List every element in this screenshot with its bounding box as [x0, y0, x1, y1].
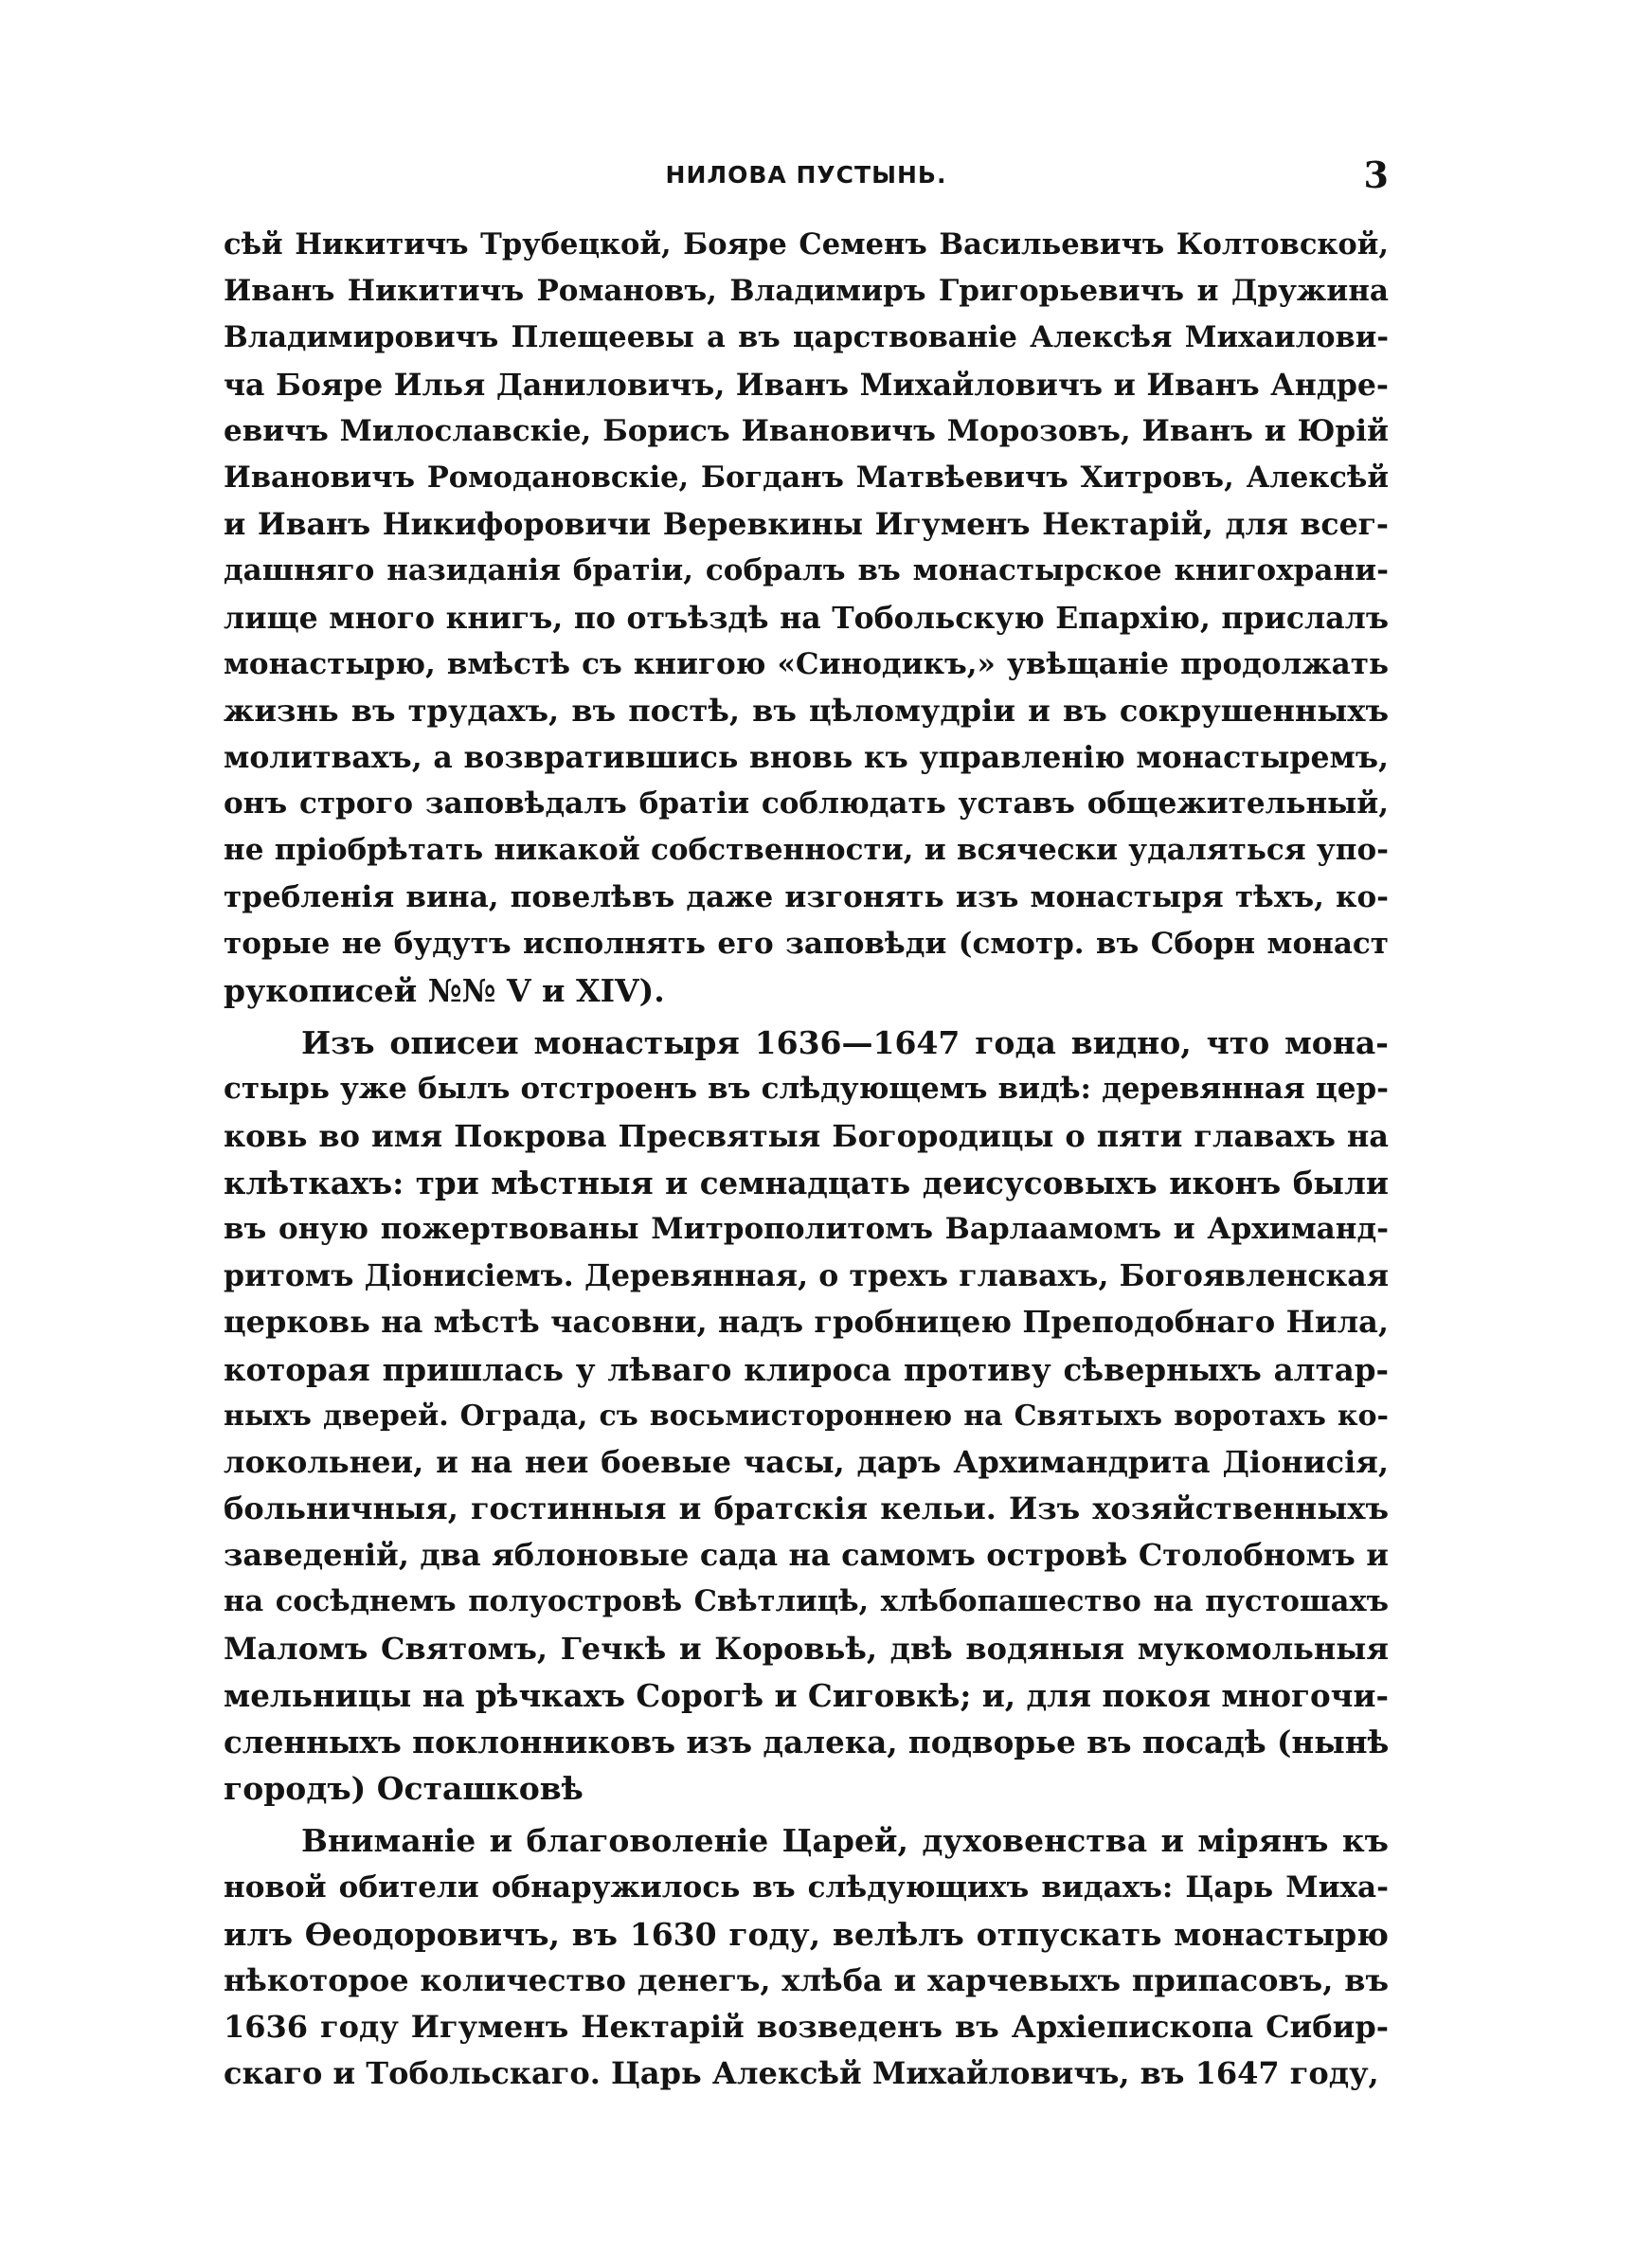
text-line: ковь во имя Покрова Пресвятыя Богородицы о пяти главахъ на: [224, 1117, 1389, 1154]
text-line: сѣй Никитичъ Трубецкой, Бояре Семенъ Васильевичъ Колтовской,: [224, 227, 1389, 262]
text-line: больничныя, гостинныя и братскія кельи. Изъ хозяйственныхъ: [224, 1490, 1389, 1527]
text-line: церковь на мѣстѣ часовни, надъ гробницею Преподобнаго Нила,: [224, 1304, 1389, 1341]
paragraph: [224, 222, 1389, 1014]
text-line: на сосѣднемъ полуостровѣ Свѣтлицѣ, хлѣбопашество на пустошахъ: [224, 1584, 1389, 1619]
text-line: требленія вина, повелѣвъ даже изгонять изъ монастыря тѣхъ, ко-: [224, 879, 1389, 914]
text-line: городъ) Осташковѣ: [224, 1770, 584, 1808]
text-line: жизнь въ трудахъ, въ постѣ, въ цѣломудріи и въ сокрушенныхъ: [224, 692, 1389, 729]
text-line: скаго и Тобольскаго. Царь Алексѣй Михайловичъ, въ 1647 году,: [224, 2055, 1379, 2092]
paragraph: [224, 1817, 1389, 2097]
text-line: сленныхъ поклонниковъ изъ далека, подворье въ посадѣ (нынѣ: [224, 1724, 1389, 1760]
text-line: Вниманіе и благоволеніе Царей, духовенства и мірянъ къ: [301, 1822, 1389, 1860]
text-line: Владимировичъ Плещеевы а въ царствованіе Алексѣя Михаилови-: [224, 320, 1389, 355]
text-line: Изъ описеи монастыря 1636—1647 года видно, что мона-: [301, 1024, 1389, 1062]
text-line: дашняго назиданія братіи, собралъ въ монастырское книгохрани-: [224, 553, 1389, 588]
text-line: илъ Өеодоровичъ, въ 1630 году, велѣлъ отпускать монастырю: [224, 1915, 1389, 1953]
running-title: НИЛОВА ПУСТЫНЬ.: [665, 161, 947, 189]
text-line: Ивановичъ Ромодановскіе, Богданъ Матвѣевичъ Хитровъ, Алексѣй: [224, 460, 1389, 495]
running-head: [224, 152, 1389, 199]
text-line: ча Бояре Илья Даниловичъ, Иванъ Михайловичъ и Иванъ Андре-: [224, 367, 1389, 403]
text-line: молитвахъ, а возвратившись вновь къ управленію монастыремъ,: [224, 740, 1389, 776]
text-line: ритомъ Діонисіемъ. Деревянная, о трехъ главахъ, Богоявленская: [224, 1258, 1389, 1294]
paragraph: [224, 1020, 1389, 1812]
text-line: мельницы на рѣчкахъ Сорогѣ и Сиговкѣ; и, для покоя многочи-: [224, 1676, 1389, 1714]
text-line: локольнеи, и на неи боевые часы, даръ Архимандрита Діонисія,: [224, 1443, 1389, 1480]
text-line: стырь уже былъ отстроенъ въ слѣдующемъ видѣ: деревянная цер-: [224, 1072, 1389, 1107]
text-line: ныхъ дверей. Ограда, съ восьмистороннею на Святыхъ воротахъ ко-: [224, 1399, 1389, 1433]
text-line: онъ строго заповѣдалъ братіи соблюдать уставъ общежительный,: [224, 786, 1389, 822]
body-text: [224, 222, 1389, 2104]
text-line: торые не будутъ исполнять его заповѣди (смотр. въ Сборн монаст: [224, 926, 1389, 961]
text-line: новой обители обнаружилось въ слѣдующихъ видахъ: Царь Миха-: [224, 1869, 1389, 1905]
text-line: не пріобрѣтать никакой собственности, и всячески удаляться упо-: [224, 833, 1389, 868]
page-number: 3: [1363, 153, 1389, 196]
text-line: нѣкоторое количество денегъ, хлѣба и харчевыхъ припасовъ, въ: [224, 1961, 1389, 1998]
text-line: Иванъ Никитичъ Романовъ, Владимиръ Григорьевичъ и Дружина: [224, 274, 1389, 309]
text-line: 1636 году Игуменъ Нектарій возведенъ въ Архіепископа Сибир-: [224, 2009, 1389, 2046]
text-line: заведеній, два яблоновые сада на самомъ островѣ Столобномъ и: [224, 1537, 1389, 1574]
text-line: которая пришлась у лѣваго клироса противу сѣверныхъ алтар-: [224, 1350, 1389, 1388]
text-line: лище много книгъ, по отъѣздѣ на Тобольскую Епархію, прислалъ: [224, 600, 1389, 636]
text-line: Маломъ Святомъ, Гечкѣ и Коровьѣ, двѣ водяныя мукомольныя: [224, 1630, 1389, 1667]
text-line: евичъ Милославскіе, Борисъ Ивановичъ Морозовъ, Иванъ и Юрій: [224, 413, 1389, 448]
text-line: монастырю, вмѣстѣ съ книгою «Синодикъ,» увѣщаніе продолжать: [224, 646, 1389, 681]
text-line: и Иванъ Никифоровичи Веревкины Игуменъ Нектарій, для всег-: [224, 507, 1389, 543]
text-line: клѣткахъ: три мѣстныя и семнадцать деисусовыхъ иконъ были: [224, 1164, 1389, 1201]
text-line: рукописей №№ V и XIV).: [224, 972, 665, 1009]
text-line: въ оную пожертвованы Митрополитомъ Варлаамомъ и Архиманд-: [224, 1211, 1389, 1246]
